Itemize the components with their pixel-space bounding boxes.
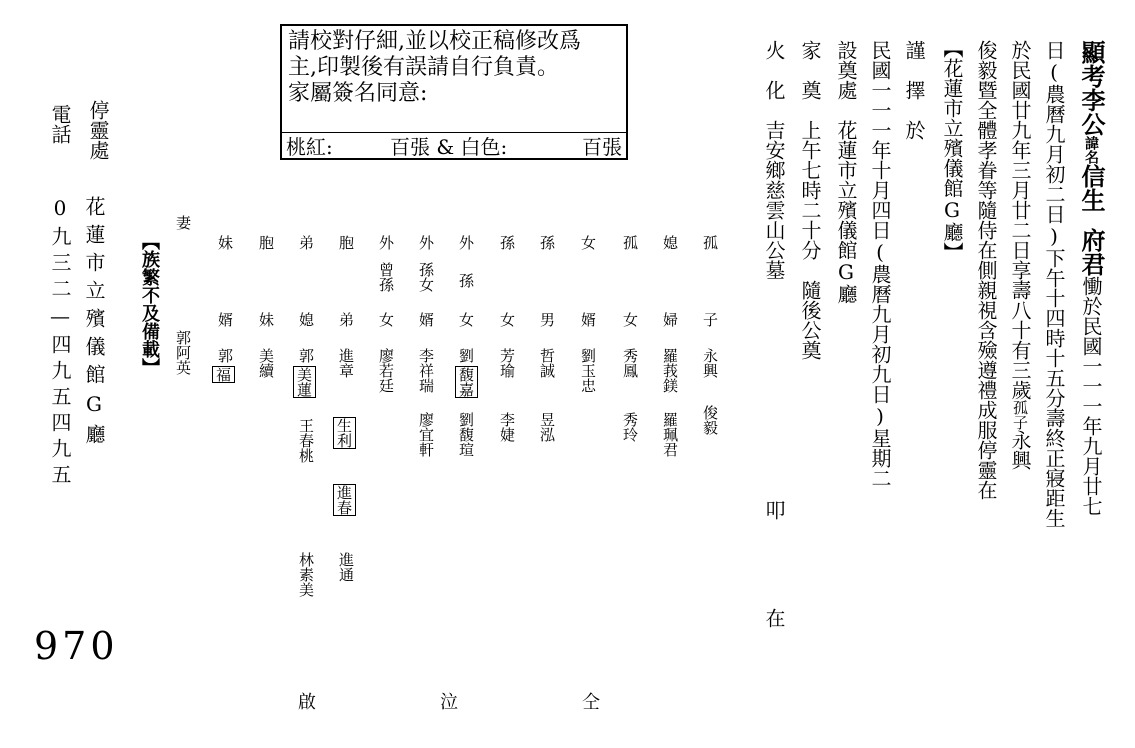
rel-c7-b: 孫 bbox=[457, 273, 475, 288]
obituary-col-4: 俊毅暨全體孝眷等隨侍在側親視含殮遵禮成服停靈在 bbox=[974, 40, 998, 500]
obituary-col-3: 於民國廿九年三月廿二日享壽八十有三歲孤子永興 bbox=[1008, 40, 1032, 470]
rel2-c13: 婿 bbox=[216, 312, 234, 327]
rel-c10: 胞 bbox=[337, 235, 355, 250]
name-c13-1-boxed: 福 bbox=[212, 366, 235, 383]
name-c1-1: 永興 bbox=[701, 348, 719, 378]
peach-label: 桃紅: bbox=[286, 135, 333, 159]
rel-c6: 孫 bbox=[498, 235, 516, 250]
proofread-notice-box bbox=[280, 24, 628, 160]
name-c10-1: 進章 bbox=[337, 348, 355, 378]
obituary-col-5: 【花蓮市立殯儀館G廳】 bbox=[940, 38, 964, 262]
obituary-col-9: 家 奠 上午七時二十分 隨後公奠 bbox=[798, 40, 822, 360]
name-c3-2: 秀玲 bbox=[621, 412, 639, 442]
name-c6-1: 芳瑜 bbox=[498, 348, 516, 378]
rel-c8: 外 bbox=[417, 235, 435, 250]
name-c10-2-boxed: 生利 bbox=[333, 417, 356, 449]
name-c1-2: 俊毅 bbox=[701, 405, 719, 435]
rel-c5: 孫 bbox=[538, 235, 556, 250]
phone-number: 0九三二—四九五四九五 bbox=[48, 196, 72, 490]
name-c10-3-boxed: 進春 bbox=[333, 484, 356, 516]
rel2-c5: 男 bbox=[538, 312, 556, 327]
rel-c3: 孤 bbox=[621, 235, 639, 250]
obituary-col-2: 日(農曆九月初二日)下午十四時十五分壽終正寢距生 bbox=[1042, 40, 1066, 528]
obituary-zai: 在 bbox=[762, 608, 786, 628]
name-c2-2: 羅珮君 bbox=[661, 412, 679, 457]
rel-wife: 妻 bbox=[174, 215, 192, 230]
rel2-c10: 弟 bbox=[337, 312, 355, 327]
funeral-hall-label: 停靈處 bbox=[86, 100, 110, 160]
rel-c8-b: 孫女 bbox=[417, 262, 435, 292]
rel-c13: 妹 bbox=[216, 235, 234, 250]
name-wife: 郭阿英 bbox=[174, 330, 192, 375]
rel2-c7: 女 bbox=[457, 312, 475, 327]
name-c6-2: 李婕 bbox=[498, 412, 516, 442]
name-c5-1: 哲誠 bbox=[538, 348, 556, 378]
name-c11-1-boxed: 美蓮 bbox=[293, 366, 316, 398]
rel-c2: 媳 bbox=[661, 235, 679, 250]
rel2-c9: 女 bbox=[377, 312, 395, 327]
family-note: 【族繁不及備載】 bbox=[139, 232, 160, 376]
white-label: 百張 & 白色: bbox=[390, 135, 508, 159]
obituary-kou: 叩 bbox=[762, 500, 786, 520]
notice-line-3: 家屬簽名同意: bbox=[288, 81, 428, 106]
print-code: 970 bbox=[34, 624, 119, 668]
name-c7-2: 劉馥瑄 bbox=[457, 412, 475, 457]
name-c7-1: 劉 bbox=[457, 348, 475, 363]
obituary-col-6: 謹 擇 於 bbox=[902, 40, 926, 140]
notice-quantity-row bbox=[286, 133, 622, 161]
footer-qi: 泣 bbox=[437, 692, 458, 710]
name-c10-4: 進通 bbox=[337, 552, 355, 582]
rel2-c12: 妹 bbox=[257, 312, 275, 327]
name-c7-1-boxed: 馥嘉 bbox=[455, 366, 478, 398]
end-label: 百張 bbox=[582, 135, 622, 159]
name-c8-1: 李祥瑞 bbox=[417, 348, 435, 393]
obituary-col-10: 火 化 吉安鄉慈雲山公墓 bbox=[762, 40, 786, 280]
name-c2-1: 羅莪鎂 bbox=[661, 348, 679, 393]
rel-c9: 外 bbox=[377, 235, 395, 250]
rel-c9-b: 曾孫 bbox=[377, 262, 395, 292]
rel2-c11: 媳 bbox=[297, 312, 315, 327]
name-c3-1: 秀鳳 bbox=[621, 348, 639, 378]
funeral-hall-location: 花蓮市立殯儀館G廳 bbox=[82, 196, 106, 452]
notice-line-1: 請校對仔細,並以校正稿修改爲 bbox=[288, 29, 581, 54]
rel-c12: 胞 bbox=[257, 235, 275, 250]
name-c4-1: 劉玉忠 bbox=[579, 348, 597, 393]
footer-qi2: 啟 bbox=[295, 692, 316, 710]
rel-c1: 孤 bbox=[701, 235, 719, 250]
phone-label: 電話 bbox=[48, 104, 72, 144]
footer-tong: 仝 bbox=[579, 692, 600, 710]
name-c11-2: 王春桃 bbox=[297, 418, 315, 463]
obituary-col-1: 顯考李公諱名信生府君慟於民國一一一年九月廿七 bbox=[1077, 40, 1106, 516]
name-c11-1: 郭 bbox=[297, 348, 315, 363]
name-c8-2: 廖宜軒 bbox=[417, 412, 435, 457]
name-c11-3: 林素美 bbox=[297, 552, 315, 597]
rel-c4: 女 bbox=[579, 235, 597, 250]
rel2-c4: 婿 bbox=[579, 312, 597, 327]
rel2-c8: 婿 bbox=[417, 312, 435, 327]
obituary-col-8: 設奠處 花蓮市立殯儀館G廳 bbox=[834, 40, 858, 304]
name-c9-1: 廖若廷 bbox=[377, 348, 395, 393]
rel2-c2: 婦 bbox=[661, 312, 679, 327]
rel2-c3: 女 bbox=[621, 312, 639, 327]
name-c12-1: 美續 bbox=[257, 348, 275, 378]
obituary-col-7: 民國一一一年十月四日(農曆九月初九日)星期二 bbox=[868, 40, 892, 488]
rel-c11: 弟 bbox=[297, 235, 315, 250]
rel-c7: 外 bbox=[457, 235, 475, 250]
name-c5-2: 昱泓 bbox=[538, 412, 556, 442]
notice-line-2: 主,印製後有誤請自行負責。 bbox=[288, 55, 559, 80]
rel2-c1: 子 bbox=[701, 312, 719, 327]
rel2-c6: 女 bbox=[498, 312, 516, 327]
name-c13-1: 郭 bbox=[216, 348, 234, 363]
